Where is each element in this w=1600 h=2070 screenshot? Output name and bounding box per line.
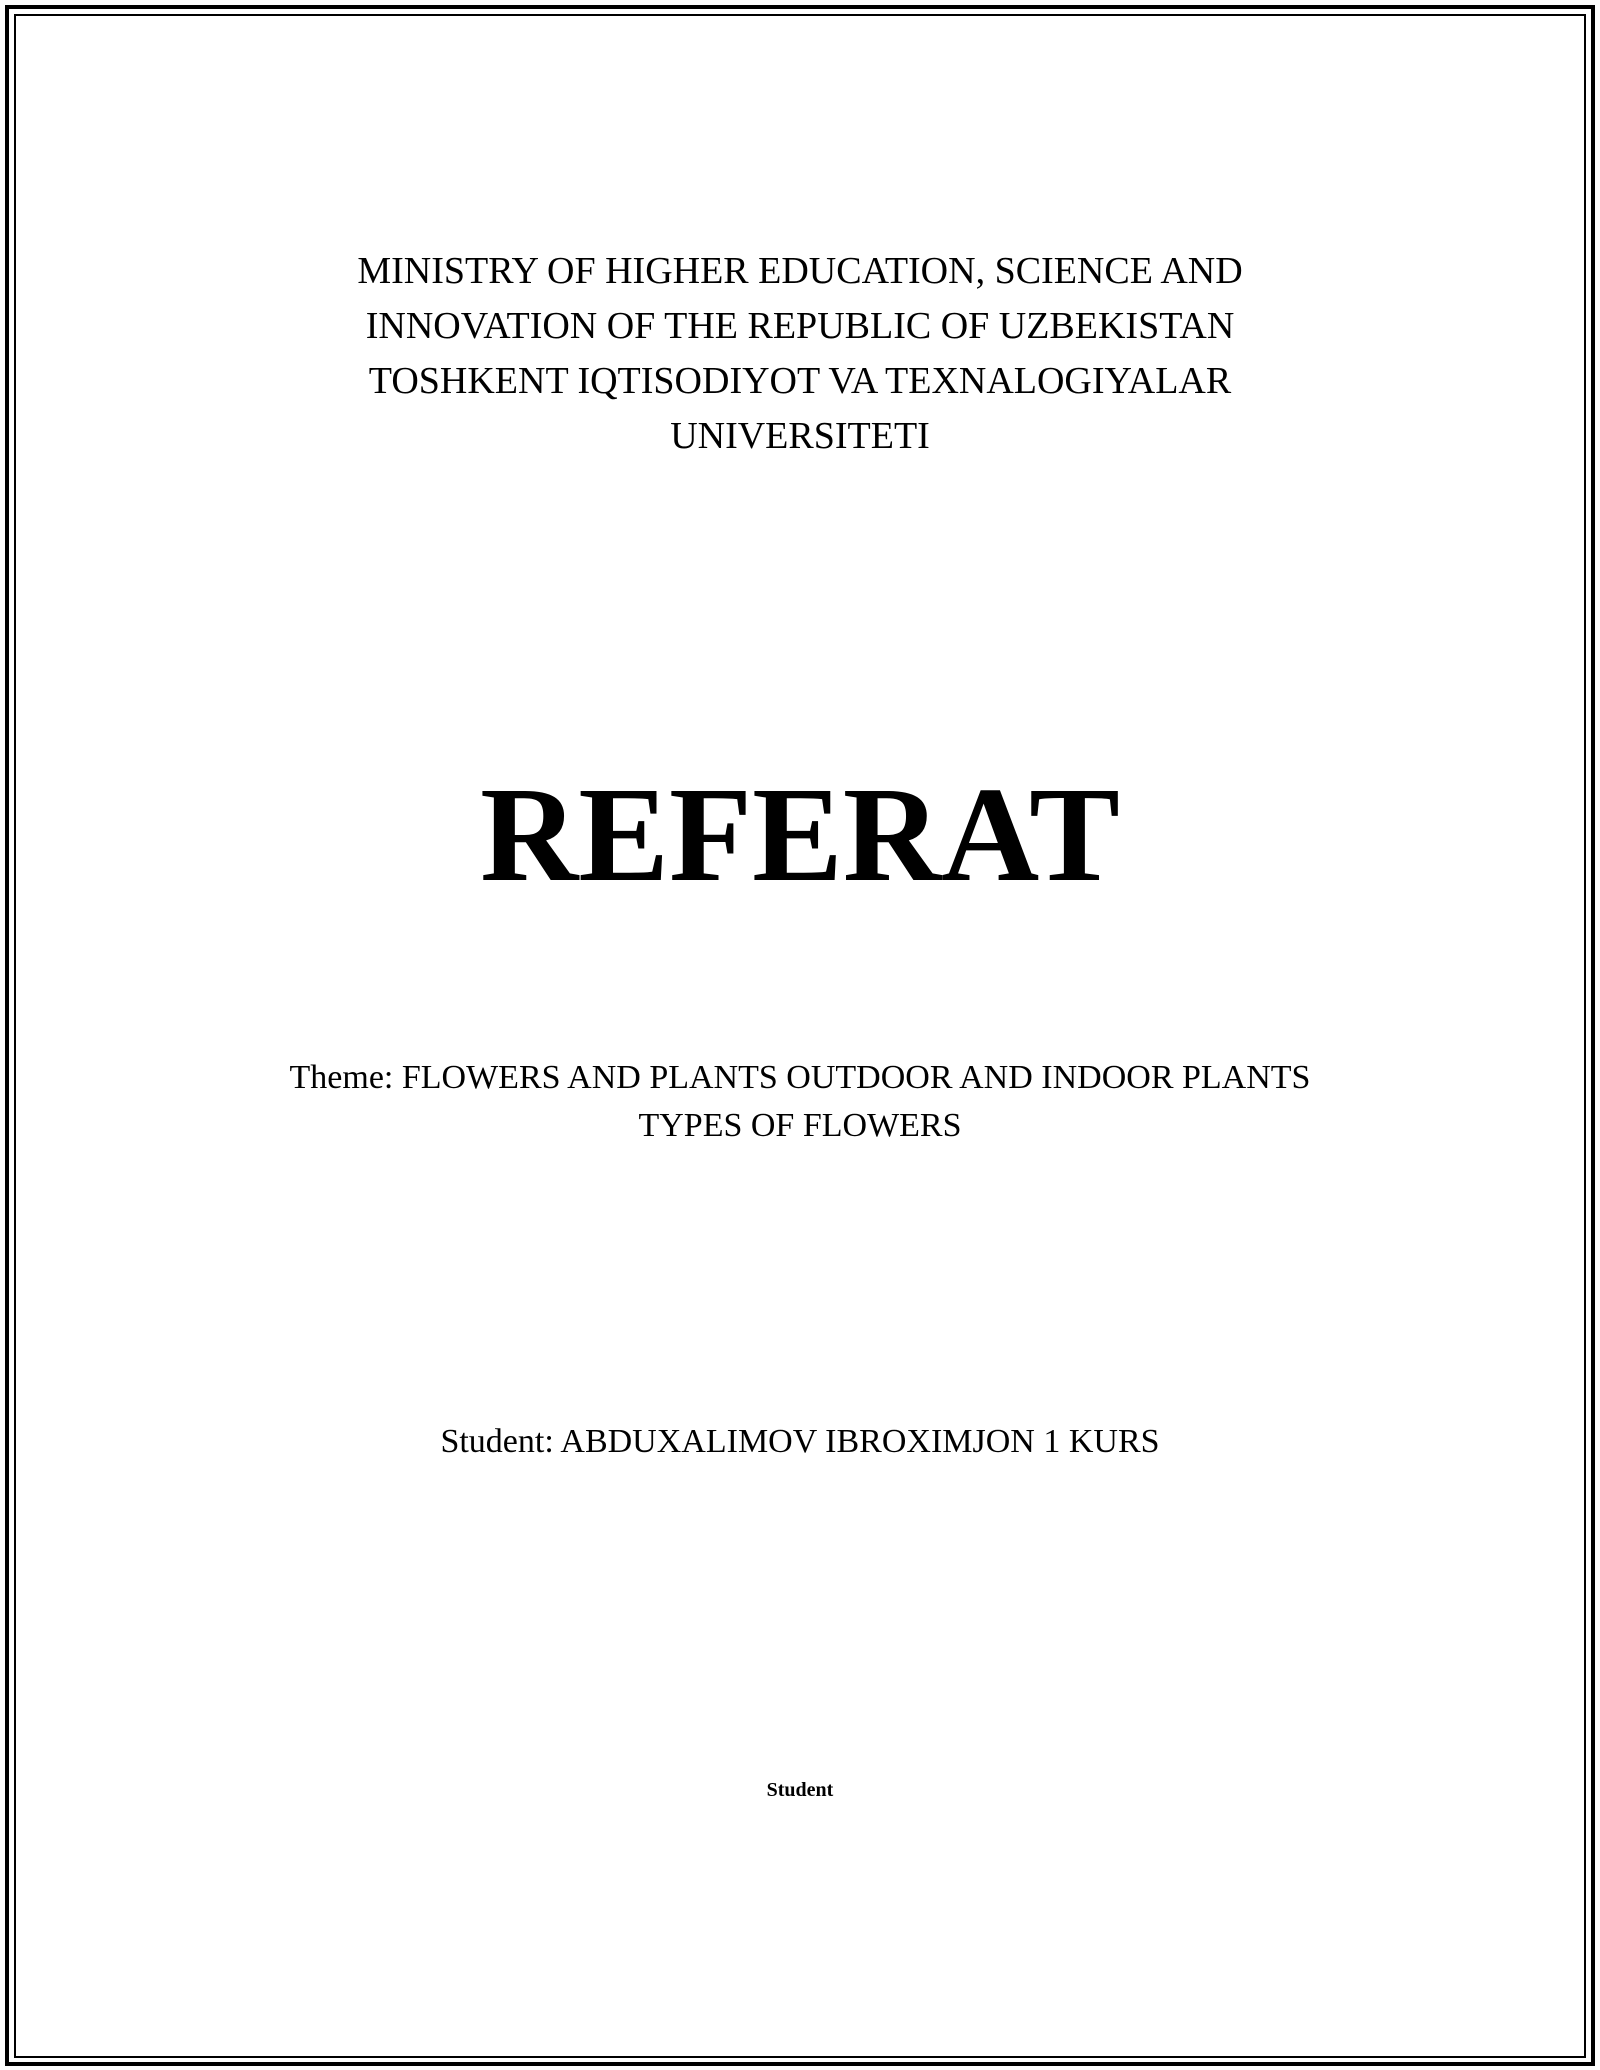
student-name: Student: ABDUXALIMOV IBROXIMJON 1 KURS <box>440 1423 1160 1460</box>
header-line: INNOVATION OF THE REPUBLIC OF UZBEKISTAN <box>365 305 1235 347</box>
ministry-header <box>0 244 1600 464</box>
theme-line: Theme: FLOWERS AND PLANTS OUTDOOR AND INDOOR PLANTS <box>289 1059 1311 1096</box>
header-line: TOSHKENT IQTISODIYOT VA TEXNALOGIYALAR <box>368 360 1232 402</box>
header-line: MINISTRY OF HIGHER EDUCATION, SCIENCE AND <box>357 250 1243 292</box>
theme-block <box>0 1054 1600 1150</box>
document-title: REFERAT <box>480 760 1120 910</box>
header-line: UNIVERSITETI <box>670 415 930 457</box>
student-footer-label: Student <box>766 1779 834 1801</box>
theme-line: TYPES OF FLOWERS <box>638 1107 962 1144</box>
